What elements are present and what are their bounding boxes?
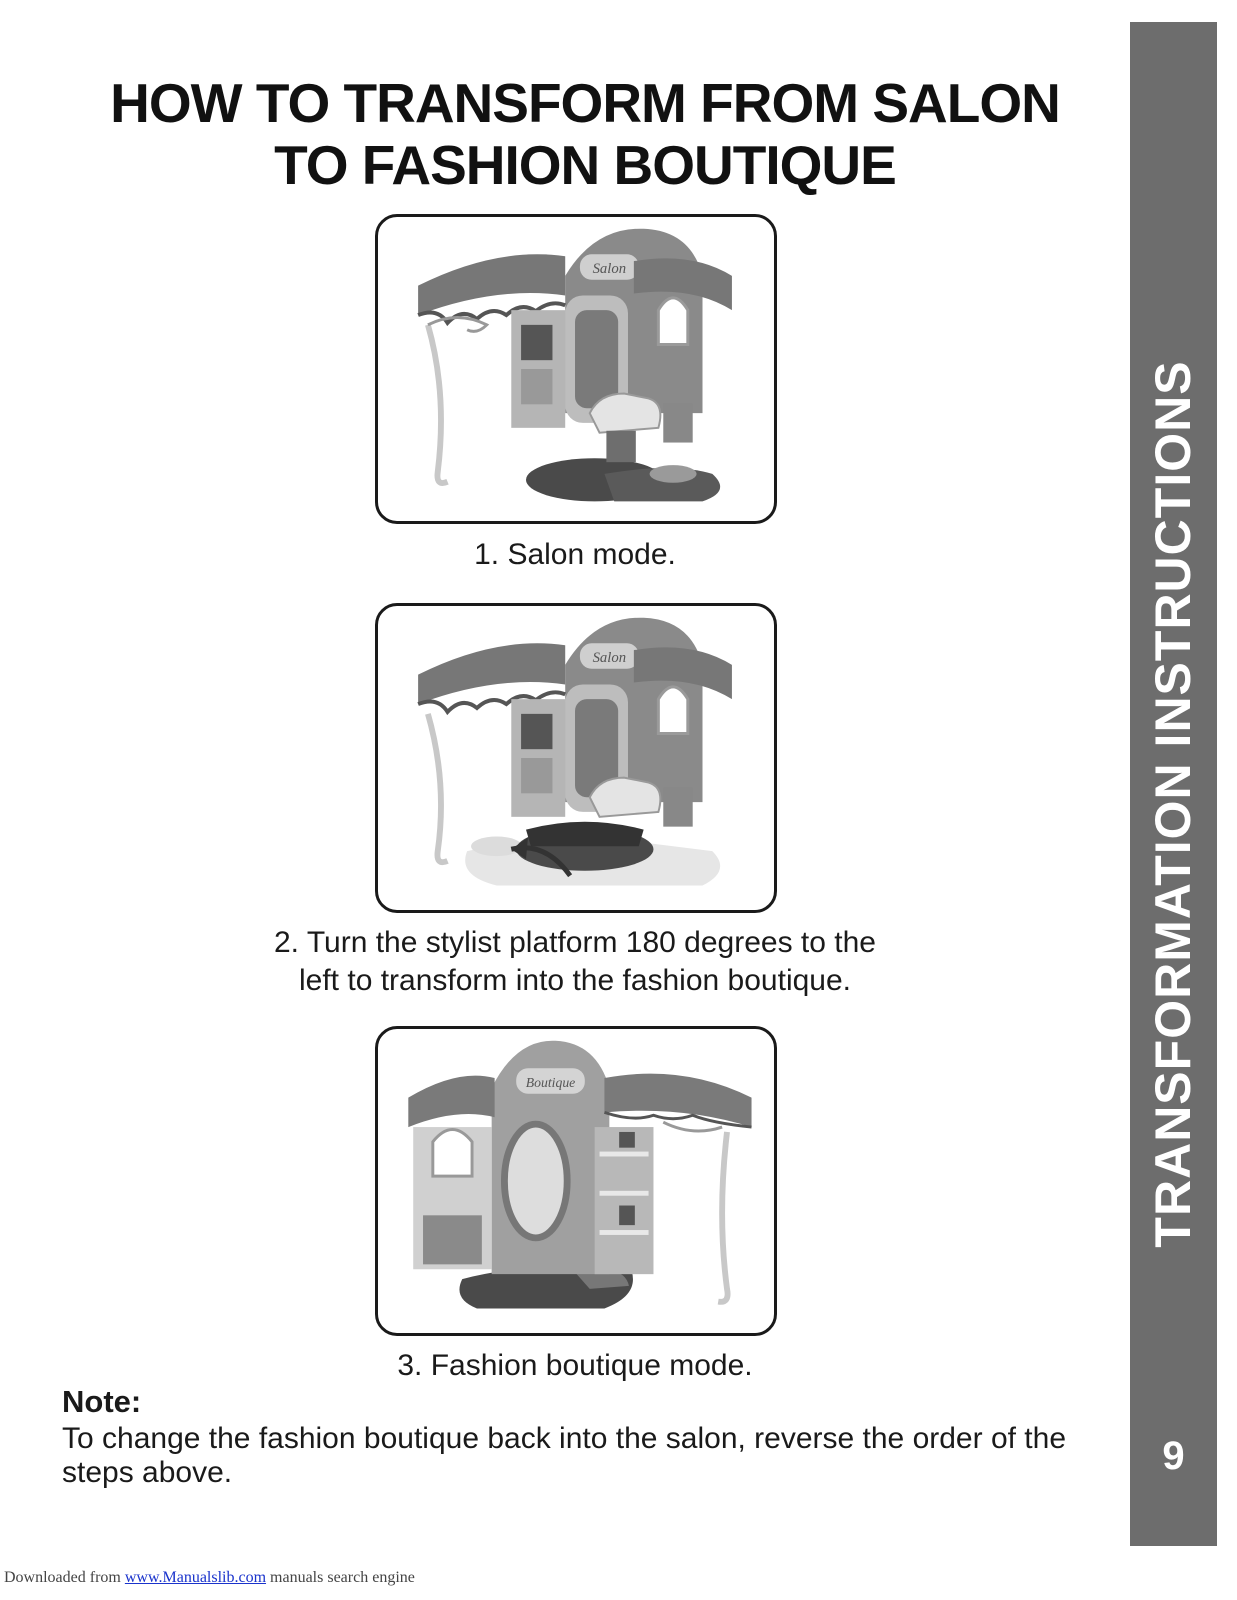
note-text: To change the fashion boutique back into the salon, reverse the order of the steps above. [62, 1422, 1067, 1489]
figure-2-caption [150, 924, 1000, 1000]
manualslib-link[interactable]: www.Manualslib.com [124, 1569, 267, 1586]
page-number: 9 [1162, 1434, 1185, 1478]
sign-text: Salon [592, 649, 627, 666]
figure-3-caption [150, 1347, 1000, 1385]
boutique-playset-photo [378, 1029, 774, 1333]
page-title-line-1: HOW TO TRANSFORM FROM SALON [110, 72, 1060, 134]
sign-text: Salon [592, 260, 627, 277]
caption-line: left to transform into the fashion boutique. [299, 964, 851, 997]
download-footer [4, 1569, 415, 1587]
footer-suffix: manuals search engine [266, 1569, 415, 1586]
sign-text: Boutique [525, 1074, 576, 1090]
figure-boutique-mode [375, 1026, 777, 1336]
salon-playset-photo [378, 217, 774, 521]
page-title-line-2: TO FASHION BOUTIQUE [274, 134, 896, 196]
caption-line: 2. Turn the stylist platform 180 degrees to the [274, 926, 876, 959]
figure-rotate-platform [375, 603, 777, 913]
side-tab-label: TRANSFORMATION INSTRUCTIONS [1145, 360, 1201, 1248]
section-side-tab [1130, 22, 1217, 1546]
footer-prefix: Downloaded from [4, 1569, 125, 1586]
caption-line: 1. Salon mode. [474, 538, 676, 571]
figure-1-caption [150, 536, 1000, 574]
salon-playset-rotating-photo [378, 606, 774, 910]
page-title [60, 72, 1110, 196]
figure-salon-mode [375, 214, 777, 524]
caption-line: 3. Fashion boutique mode. [397, 1349, 753, 1382]
note-heading: Note: [62, 1384, 142, 1419]
